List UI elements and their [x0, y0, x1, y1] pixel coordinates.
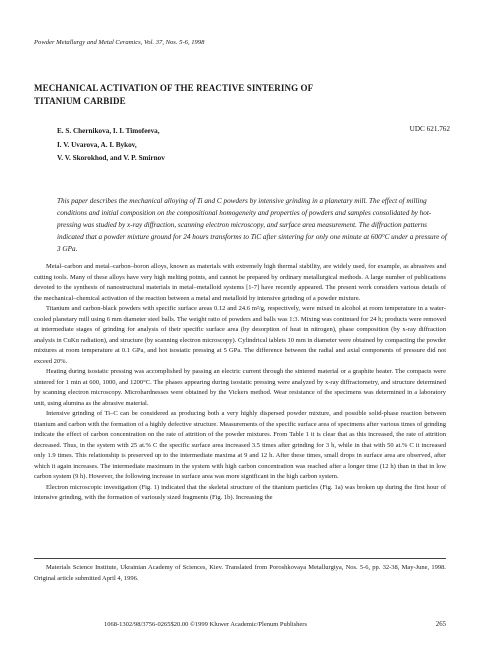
body-text	[34, 262, 446, 504]
copyright-line: 1068-1302/98/3756-0265$20.00 ©1999 Kluwer Academic/Plenum Publishers	[104, 621, 307, 628]
author-line: V. V. Skorokhod, and V. P. Smirnov	[57, 154, 165, 162]
body-paragraph: Titanium and carbon-black powders with specific surface areas 0.12 and 24.6 m²/g, respectively, were mixed in alcohol at room temperature in a water-cooled planetary mill using 6 mm diameter steel balls. The weight ratio of powders and balls was 1:3. Mixing was continued for 24 h; products were removed at intermediate stages of grinding for analysis of their specific surface area (by desorption of heat in nitrogen), phase composition (by x-ray diffraction analysis in CuKα radiation), and structure (by scanning electron microscopy). Cylindrical tablets 10 mm in diameter were obtained by compacting the powder mixtures at room temperature at 0.1 GPa, and hot isostatic pressing at 5 GPa. The difference between the radial and axial components of pressure did not exceed 20%.	[34, 305, 446, 365]
abstract: This paper describes the mechanical alloying of Ti and C powders by intensive grinding in a planetary mill. The effect of milling conditions and initial composition on the compositional homogeneity and properties of powders and samples consolidated by hot-pressing was studied by x-ray diffraction, scanning electron microscopy, and surface area measurement. The diffraction patterns indicated that a powder mixture ground for 24 hours transforms to TiC after sintering for only one minute at 600°C under a pressure of 3 GPa.	[57, 197, 447, 253]
journal-header: Powder Metallurgy and Metal Ceramics, Vol. 37, Nos. 5-6, 1998	[34, 39, 205, 46]
article-title	[34, 82, 434, 108]
body-paragraph: Heating during isostatic pressing was accomplished by passing an electric current through the sintered material or a graphite heater. The compacts were sintered for 1 min at 600, 1000, and 1200°C. The phases appearing during isostatic pressing were analyzed by x-ray diffractometry, and structure determined by scanning electron microscopy. Microhardnesses were obtained by the Vickers method. Wear resistance of the specimens was determined in a laboratory unit, using alumina as the abrasive material.	[34, 368, 446, 407]
author-list	[57, 125, 165, 166]
title-line: MECHANICAL ACTIVATION OF THE REACTIVE SINTERING OF	[34, 83, 314, 93]
author-line: E. S. Chernikova, I. I. Timofeeva,	[57, 127, 160, 135]
body-paragraph: Electron microscopic investigation (Fig. 1) indicated that the skeletal structure of the titanium particles (Fig. 1a) was broken up during the first hour of intensive grinding, with the formation of variously sized fragments (Fig. 1b). Increasing the	[34, 483, 446, 501]
udc-code: UDC 621.762	[409, 125, 450, 133]
author-line: I. V. Uvarova, A. I. Bykov,	[57, 140, 137, 149]
footnote-divider	[34, 558, 446, 559]
footnote: Materials Science Institute, Ukrainian Academy of Sciences, Kiev. Translated from Poroshkovaya Metallurgiya, Nos. 5-6, pp. 32-38, May-June, 1998. Original article submitted April 4, 1996.	[34, 564, 446, 582]
page-number: 265	[435, 621, 446, 628]
body-paragraph: Intensive grinding of Ti–C can be considered as producing both a very highly dispersed powder mixture, and possible solid-phase reaction between titanium and carbon with the formation of a highly defective structure. Measurements of the specific surface area of specimens after various times of grinding indicate the effect of carbon concentration on the rate of attrition of the powder mixtures. From Table 1 it is clear that as this increased, the rate of attrition decreased. Thus, in the system with 25 at.% C the specific surface area increased 3.5 times after grinding for 3 h, while in that with 50 at.% C it increased only 1.9 times. This relationship is preserved up to the intermediate maxima at 9 and 12 h. After these times, small drops in surface area are observed, after which it again increases. The intermediate maximum in the system with high carbon concentration was reached after a longer time (12 h) than in that in low carbon system (9 h). However, the following increase in surface area was more significant in the high carbon system.	[34, 410, 446, 480]
title-line: TITANIUM CARBIDE	[34, 96, 126, 106]
body-paragraph: Metal–carbon and metal–carbon–boron alloys, known as materials with extremely high thermal stability, are widely used, for example, as abrasives and cutting tools. Many of these alloys have very high melting points, and cannot be prepared by ordinary metallurgical methods. A large number of publications devoted to the synthesis of nanostructural materials in metal–metalloid systems [1-7] have recently appeared. The present work considers various details of the mechanical–chemical activation of the reaction between a metal and metalloid by intensive grinding of a powder mixture.	[34, 263, 446, 302]
